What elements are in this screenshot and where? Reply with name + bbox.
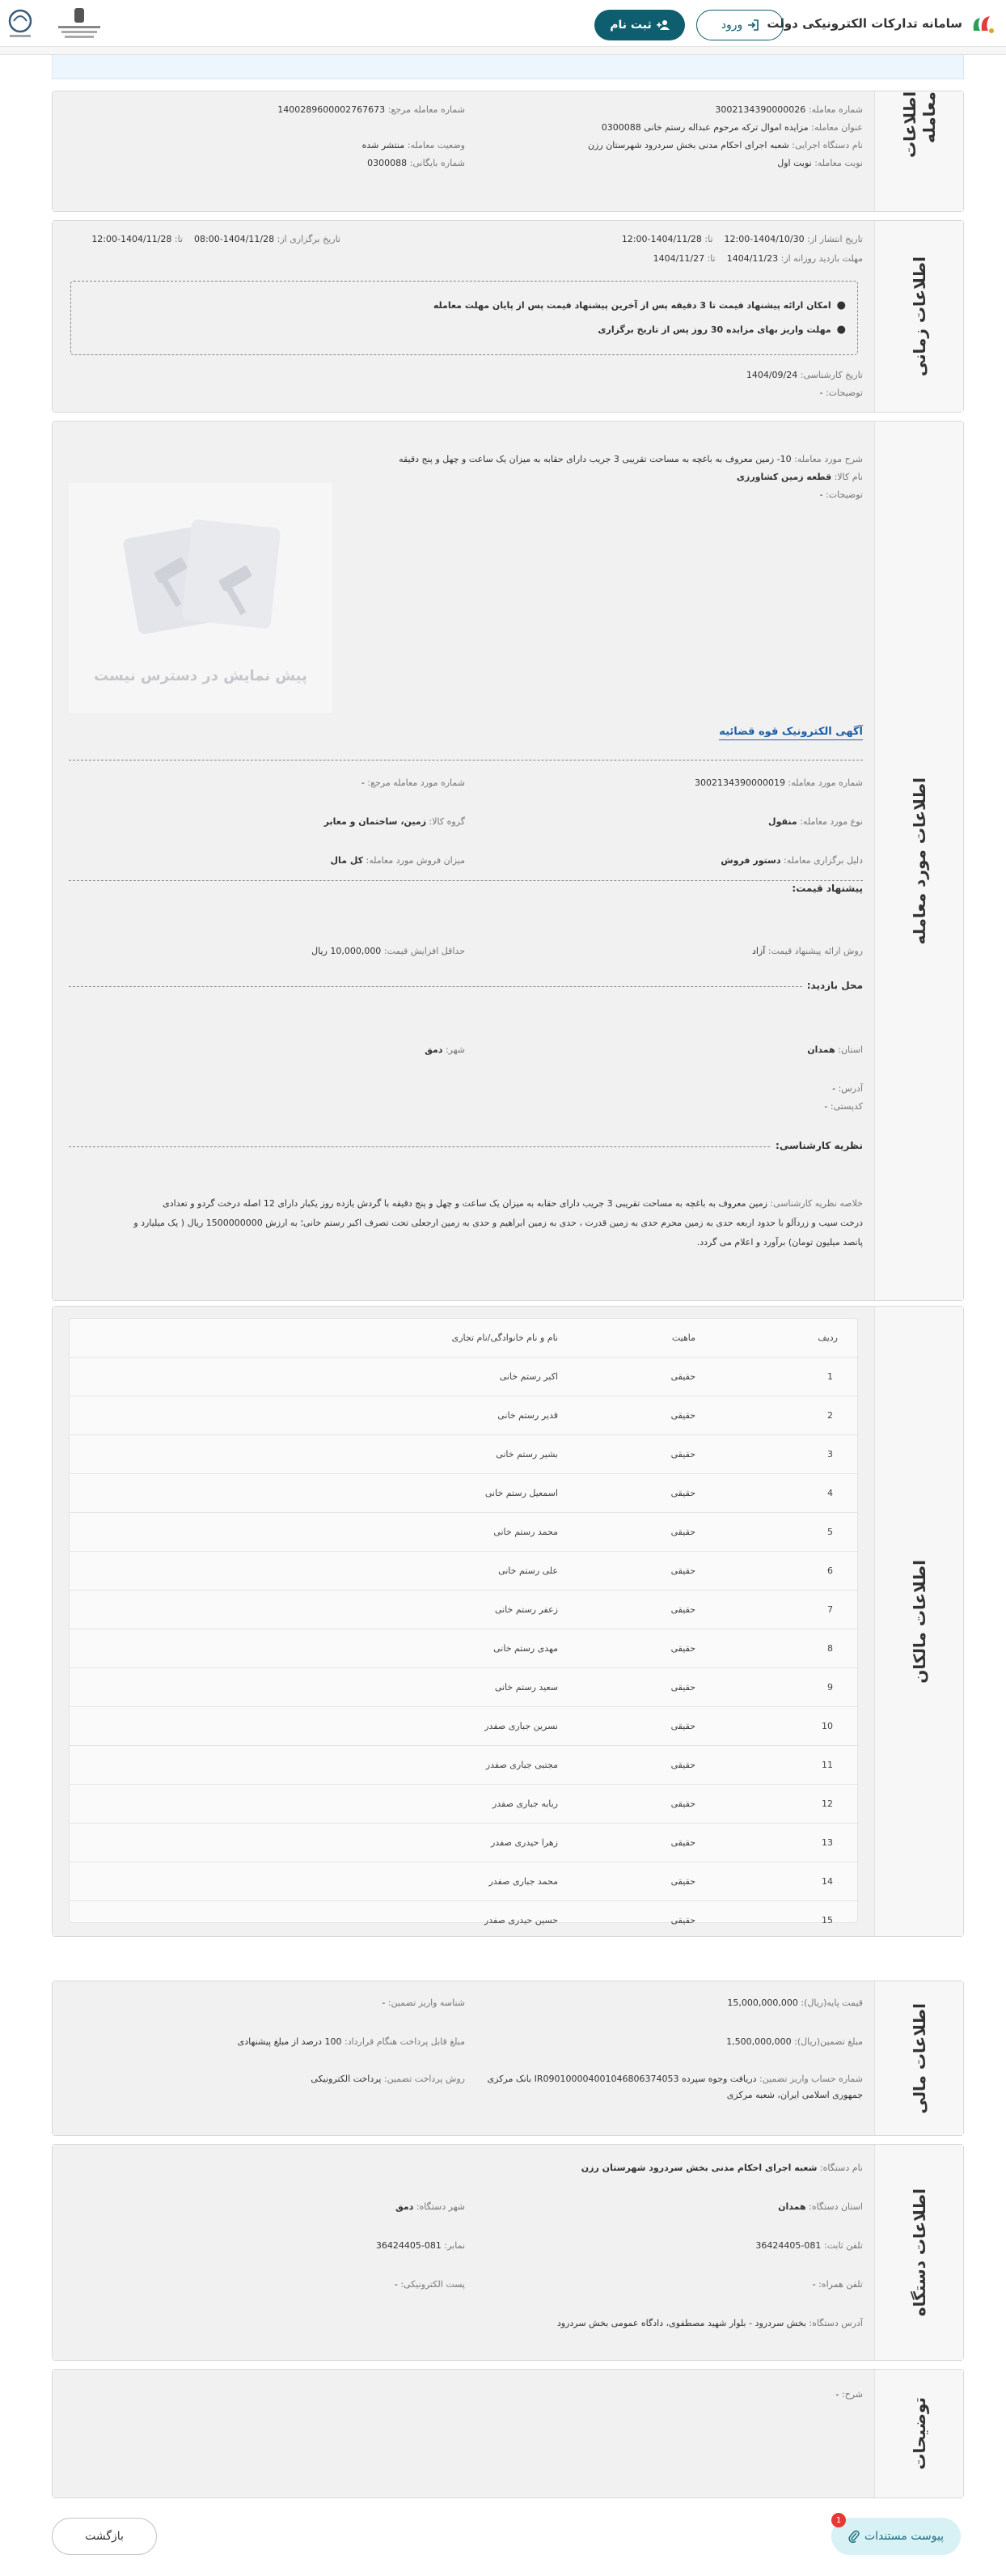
base-price: قیمت پایه(ریال): 15,000,000,000 [727,1998,863,2008]
paperclip-icon [848,2530,860,2543]
agency-email: پست الکترونیکی: - [394,2279,465,2290]
transaction-card [52,91,964,212]
agency-city: شهر دستگاه: دمق [395,2201,465,2212]
table-row: 11 حقیقی مجتبی جباری صفدر [70,1746,857,1785]
government-emblem-icon [53,6,105,42]
table-row: 2 حقیقی قدیر رستم خانی [70,1396,857,1435]
site-title[interactable]: سامانه تدارکات الکترونیکی دولت [767,16,962,31]
goods-group: گروه کالا: زمین، ساختمان و معابر [323,816,465,827]
transaction-ref-number: شماره معامله مرجع: 1400289600002767673 [277,104,465,115]
nav-strip [0,47,1006,55]
publish-date: تاریخ انتشار از: 1404/10/30-12:00 تا: 1404/11/28-12:00 [621,234,863,244]
owners-table [69,1318,858,1926]
preview-unavailable-text: پیش نمایش در دسترس نیست [94,667,307,684]
divider [69,880,863,881]
timing-card [52,220,964,413]
hold-date: تاریخ برگزاری از: 1404/11/28-08:00 تا: 1404/11/28-12:00 [91,234,340,244]
top-header [0,0,1006,47]
condition-item: ● امکان ارائه پیشنهاد قیمت تا 3 دقیقه پس از آخرین پیشنهاد قیمت پس از پایان مهلت معامله [433,299,846,311]
sale-reason: دلیل برگزاری معامله: دستور فروش [721,855,863,866]
transaction-subject: عنوان معامله: مزایده اموال ترکه مرحوم عبداله رستم خانی 0300088 [601,122,863,133]
agency-phone: تلفن ثابت: 081-36424405 [755,2240,863,2251]
guarantee-bank: جمهوری اسلامی ایران، شعبه مرکزی [726,2090,863,2100]
col-nature-header: ماهیت [671,1332,695,1343]
notes-section-title: توضیحات [874,2370,963,2498]
goods-name: نام کالا: قطعه زمین کشاورزی [736,472,863,482]
item-notes: توضیحات: - [819,489,863,500]
transaction-archive: شماره بایگانی: 0300088 [367,158,465,168]
notes-description: شرح: - [835,2389,863,2400]
back-button[interactable]: بازگشت [52,2518,157,2555]
timing-description: توضیحات: - [819,388,863,398]
judiciary-ad-link[interactable]: آگهی الکترونیک قوه قضائیه [719,726,863,740]
guarantee-amount: مبلغ تضمین(ریال): 1,500,000,000 [726,2036,863,2047]
col-index-header: ردیف [818,1332,838,1343]
table-row: 13 حقیقی زهرا حیدری صفدر [70,1824,857,1862]
timing-section-title: اطلاعات زمانی [874,221,963,412]
condition-item: ● مهلت واریز بهای مزایده 30 روز پس از تاریخ برگزاری [598,324,846,336]
table-row: 6 حقیقی علی رستم خانی [70,1552,857,1591]
item-type: نوع مورد معامله: منقول [768,816,863,827]
col-name-header: نام و نام خانوادگی/نام تجاری [451,1332,558,1343]
attachments-count-badge: 1 [831,2513,846,2527]
add-user-icon [657,19,670,31]
image-preview-placeholder [69,483,332,713]
min-increase: حداقل افزایش قیمت: 10,000,000 ریال [311,946,465,956]
table-row: 4 حقیقی اسمعیل رستم خانی [70,1474,857,1513]
expert-opinion-heading: نظریه کارشناسی: [771,1140,863,1151]
visit-address: آدرس: - [832,1083,863,1094]
expert-summary: خلاصه نظریه کارشناسی: زمین معروف به باغچه به مساحت تقریبی 3 جریب دارای حقابه به میزان یک ساعت و چهل و پنج دقیقه با گردش یازده روز یکبار دارای 12 اصله درخت گردو و تعدادی [163,1198,863,1209]
expert-summary-line: درخت سیب و زردآلو با حدود اربعه حدی به زمین محرم حدی به زمین قدرت ، حدی به زمین ابراهیم و حدی به زمین ارجعلی تحت تصرف اکبر رستم خانی؛ به ارزش 1500000000 ریال ( یک میلیارد و [133,1218,863,1228]
register-label: ثبت نام [610,19,652,32]
transaction-round: نوبت معامله: نوبت اول [777,158,863,168]
agency-section-title: اطلاعات دستگاه [874,2145,963,2360]
transaction-section-title: اطلاعات معامله [874,91,963,211]
bid-heading: پیشنهاد قیمت: [787,883,863,894]
table-row: 7 حقیقی زعفر رستم خانی [70,1591,857,1629]
table-row: 15 حقیقی حسین حیدری صفدر [484,1915,833,1926]
table-header-row [70,1319,857,1358]
agency-mobile: تلفن همراه: - [812,2279,863,2290]
visit-postal-code: کدپستی: - [824,1101,863,1112]
table-row: 12 حقیقی ربابه جباری صفدر [70,1785,857,1824]
organization-logo-icon [6,8,34,40]
expert-date: تاریخ کارشناسی: 1404/09/24 [746,370,863,380]
item-number: شماره مورد معامله: 3002134390000019 [695,777,863,788]
guarantee-account: شماره حساب واریز تضمین: دریافت وجوه سپرده IR090100004001046806374053 بانک مرکزی [487,2074,863,2084]
divider [69,986,863,987]
transaction-status: وضعیت معامله: منتشر شده [361,140,465,150]
expert-summary-line: پانصد میلیون تومان) برآورد و اعلام می گردد. [696,1237,863,1248]
notes-card [52,2369,964,2498]
table-row: 14 حقیقی محمد جباری صفدر [70,1862,857,1901]
agency-address: آدرس دستگاه: بخش سردرود - بلوار شهید مصطفوی، دادگاه عمومی بخش سردرود [556,2318,863,2328]
table-row: 9 حقیقی سعید رستم خانی [70,1668,857,1707]
login-button[interactable] [696,10,784,40]
register-button[interactable] [594,10,685,40]
table-row: 1 حقیقی اکبر رستم خانی [70,1358,857,1396]
divider [69,760,863,761]
item-description: شرح مورد معامله: 10- زمین معروف به باغچه به مساحت تقریبی 3 جریب دارای حقابه به میزان یک ساعت و چهل و پنج دقیقه [399,454,863,464]
visit-date: مهلت بازدید روزانه از: 1404/11/23 تا: 1404/11/27 [653,253,863,264]
table-row: 5 حقیقی محمد رستم خانی [70,1513,857,1552]
sale-amount: میزان فروش مورد معامله: کل مال [330,855,465,866]
agency-card [52,2144,964,2361]
owners-section-title: اطلاعات مالکان [874,1307,963,1936]
table-row: 3 حقیقی بشیر رستم خانی [70,1435,857,1474]
agency-fax: نمابر: 081-36424405 [375,2240,465,2251]
conditions-box [70,281,858,355]
transaction-number: شماره معامله: 3002134390000026 [715,104,863,115]
item-ref-number: شماره مورد معامله مرجع: - [361,777,465,788]
visit-province: استان: همدان [807,1044,863,1055]
attachments-label: پیوست مستندات [864,2530,945,2543]
login-label: ورود [721,19,743,32]
attachments-button[interactable] [831,2518,961,2555]
guarantee-payment-method: روش پرداخت تضمین: پرداخت الکترونیکی [311,2074,465,2084]
gavel-document-icon [98,515,300,637]
visit-city: شهر: دمق [425,1044,465,1055]
finance-section-title: اطلاعات مالی [874,1981,963,2135]
agency-province: استان دستگاه: همدان [778,2201,863,2212]
guarantee-payment-id: شناسه واریز تضمین: - [382,1998,465,2008]
divider [69,1146,863,1147]
finance-card [52,1981,964,2136]
transaction-agency: نام دستگاه اجرایی: شعبه اجرای احکام مدنی بخش سردرود شهرستان رزن [588,140,863,150]
item-card [52,421,964,1301]
notice-bar [52,55,964,79]
site-logo-icon[interactable] [970,13,995,36]
owners-card [52,1306,964,1937]
table-row: 8 حقیقی مهدی رستم خانی [70,1629,857,1668]
visit-location-heading: محل بازدید: [802,980,863,991]
table-row: 10 حقیقی نسرین جباری صفدر [70,1707,857,1746]
payable-amount: مبلغ قابل پرداخت هنگام قرارداد: 100 درصد از مبلغ پیشنهادی [237,2036,465,2047]
item-section-title: اطلاعات مورد معامله [874,422,963,1300]
agency-name: نام دستگاه: شعبه اجرای احکام مدنی بخش سردرود شهرستان رزن [581,2163,863,2173]
login-icon [747,19,759,31]
bid-method: روش ارائه پیشنهاد قیمت: آزاد [751,946,863,956]
